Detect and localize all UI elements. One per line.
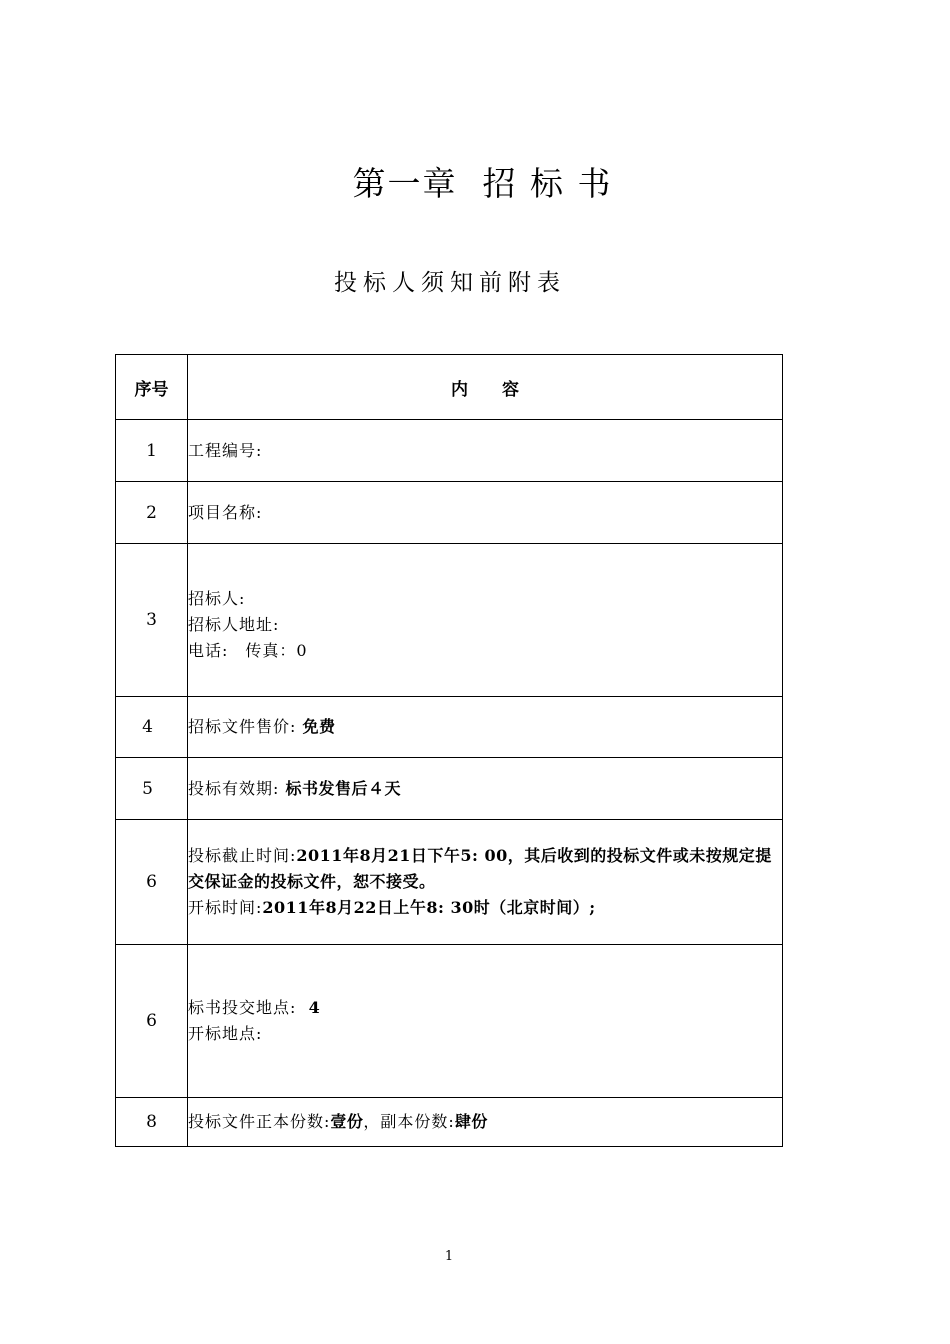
- page-number: 1: [444, 1249, 454, 1264]
- validity-period-label: 投标有效期:: [188, 778, 280, 798]
- table-header-row: [116, 355, 783, 420]
- submission-place-label: 标书投交地点:: [188, 998, 297, 1017]
- row-number: 3: [116, 544, 188, 697]
- row-number: 1: [116, 420, 188, 482]
- deadline-label: 投标截止时间:: [188, 846, 297, 865]
- opening-time-value: 2011年8月22日上午8: 30时（北京时间）;: [262, 898, 596, 917]
- validity-period-value: 标书发售后４天: [285, 778, 402, 798]
- original-copies-value: 壹份: [330, 1112, 364, 1131]
- phone-fax-label: 电话: 传真：0: [188, 641, 308, 660]
- table-row: [116, 758, 783, 820]
- opening-place-label: 开标地点:: [188, 1024, 263, 1043]
- row-number: 2: [116, 482, 188, 544]
- row-content: [188, 758, 783, 820]
- table-row: [116, 482, 783, 544]
- row-content: [188, 1098, 783, 1147]
- opening-time-label: 开标时间:: [188, 898, 263, 917]
- opening-time-line: [188, 895, 782, 921]
- row-content: [188, 697, 783, 758]
- duplicate-copies-label: ，副本份数:: [363, 1112, 455, 1131]
- row-number: 5: [116, 758, 188, 820]
- document-price-value: 免费: [302, 717, 336, 736]
- submission-place-line: [188, 995, 782, 1021]
- project-number-label: 工程编号:: [188, 440, 263, 460]
- row-number: 6: [116, 945, 188, 1098]
- table-row: [116, 945, 783, 1098]
- header-content: 内 容: [188, 355, 783, 420]
- row-content: [188, 420, 783, 482]
- table-title: 投标人须知前附表: [334, 270, 566, 296]
- row-content: [188, 820, 783, 945]
- table-row: [116, 1098, 783, 1147]
- row-number: 8: [116, 1098, 188, 1147]
- deadline-line: [188, 843, 782, 895]
- chapter-title: 第一章 招 标 书: [352, 164, 613, 203]
- document-price-label: 招标文件售价:: [188, 717, 297, 736]
- bidder-instructions-table: [115, 354, 783, 1147]
- submission-place-value: 4: [308, 998, 321, 1017]
- table-row: [116, 697, 783, 758]
- deadline-value: 2011年8月21日下午5: 00，其后收到的投标文件或未按规定提交保证金的投标文件，恕不接受。: [188, 846, 772, 891]
- duplicate-copies-value: 肆份: [454, 1112, 488, 1131]
- table-row: [116, 820, 783, 945]
- row-number: 4: [116, 697, 188, 758]
- row-content: [188, 945, 783, 1098]
- row-content: [188, 482, 783, 544]
- tenderer-address-label: 招标人地址:: [188, 615, 280, 634]
- table-row: [116, 544, 783, 697]
- header-serial-number: 序号: [116, 355, 188, 420]
- row-number: 6: [116, 820, 188, 945]
- original-copies-label: 投标文件正本份数:: [188, 1112, 331, 1131]
- project-name-label: 项目名称:: [188, 502, 263, 522]
- tenderer-label: 招标人:: [188, 589, 246, 608]
- table-row: [116, 420, 783, 482]
- row-content: [188, 544, 783, 697]
